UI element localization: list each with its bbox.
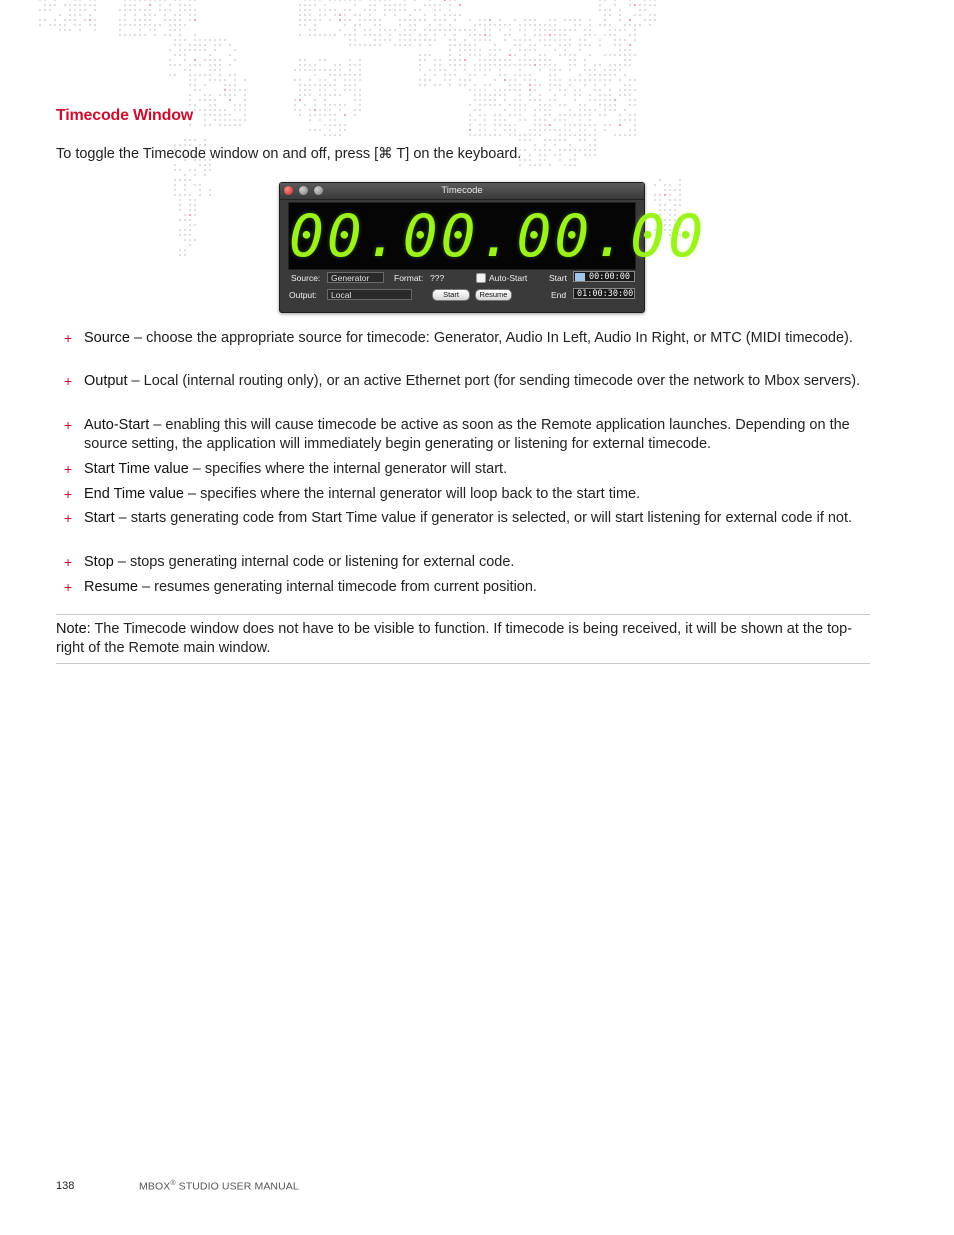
note-divider-top xyxy=(56,614,870,615)
bullet-plus-icon: + xyxy=(64,330,73,346)
start-time-value: 00:00:00 xyxy=(589,272,630,282)
note-label: Note: xyxy=(56,621,91,637)
timecode-digits: 00.00.00.00 xyxy=(289,202,707,270)
bullet-plus-icon: + xyxy=(64,461,73,477)
list-item-text: – starts generating code from Start Time value if generator is selected, or will start listening for external code if not. xyxy=(114,510,853,526)
list-item-term: End Time value xyxy=(84,486,184,502)
list-item-term: Resume xyxy=(84,579,138,595)
list-item-term: Auto-Start xyxy=(84,417,150,433)
auto-start-label: Auto-Start xyxy=(489,273,528,283)
list-item-term: Start Time value xyxy=(84,461,189,477)
auto-start-checkbox[interactable] xyxy=(476,273,486,283)
end-time-label: End xyxy=(551,290,567,300)
intro-text: To toggle the Timecode window on and off, press [⌘ T] on the keyboard. xyxy=(56,146,522,162)
list-item-text: – enabling this will cause timecode be active as soon as the Remote application launches. Depending on the source setting, the application will immediately begin generating or listening for external timecode. xyxy=(84,417,850,452)
list-item-text: – choose the appropriate source for timecode: Generator, Audio In Left, Audio In Right, or MTC (MIDI timecode). xyxy=(129,330,853,346)
note-block xyxy=(56,620,870,657)
list-item-term: Start xyxy=(84,510,115,526)
list-item-text: – resumes generating internal timecode from current position. xyxy=(138,579,537,595)
source-label: Source: xyxy=(291,273,321,283)
manual-title xyxy=(139,1180,299,1193)
bullet-plus-icon: + xyxy=(64,373,73,389)
list-item-term: Output xyxy=(84,373,128,389)
timecode-display xyxy=(288,202,707,270)
list-item-text: – specifies where the internal generator will loop back to the start time. xyxy=(183,486,641,502)
section-title: Timecode Window xyxy=(56,107,194,124)
manual-title-rest: STUDIO USER MANUAL xyxy=(175,1180,299,1193)
registered-mark: ® xyxy=(170,1180,176,1187)
resume-button[interactable]: Resume xyxy=(475,289,512,301)
end-time-field[interactable]: 01:00:30:00 xyxy=(573,288,635,299)
text-selection-cursor xyxy=(575,273,585,281)
bullet-plus-icon: + xyxy=(64,486,73,502)
list-item-text: – specifies where the internal generator will start. xyxy=(188,461,508,477)
note-text: The Timecode window does not have to be visible to function. If timecode is being received, it will be shown at the top-right of the Remote main window. xyxy=(56,621,853,656)
format-label: Format: xyxy=(394,273,424,283)
page-number: 138 xyxy=(56,1180,75,1192)
start-button[interactable]: Start xyxy=(432,289,470,301)
output-select[interactable]: Local xyxy=(327,289,412,300)
list-item-text: – stops generating internal code or listening for external code. xyxy=(113,554,515,570)
note-divider-bottom xyxy=(56,663,870,664)
timecode-window-screenshot xyxy=(279,182,707,313)
start-time-field[interactable] xyxy=(573,271,635,282)
bullet-plus-icon: + xyxy=(64,579,73,595)
list-item-term: Stop xyxy=(84,554,114,570)
bullet-plus-icon: + xyxy=(64,417,73,433)
window-title: Timecode xyxy=(441,185,483,196)
source-select[interactable]: Generator xyxy=(327,272,384,283)
bullet-plus-icon: + xyxy=(64,554,73,570)
manual-title-brand: MBOX xyxy=(139,1180,171,1193)
output-label: Output: xyxy=(289,290,317,300)
start-time-label: Start xyxy=(549,273,567,283)
list-item-term: Source xyxy=(84,330,130,346)
format-value: ??? xyxy=(430,273,445,283)
list-item-text: – Local (internal routing only), or an active Ethernet port (for sending timecode over the network to Mbox servers). xyxy=(127,373,861,389)
bullet-plus-icon: + xyxy=(64,510,73,526)
window-titlebar xyxy=(280,183,644,200)
